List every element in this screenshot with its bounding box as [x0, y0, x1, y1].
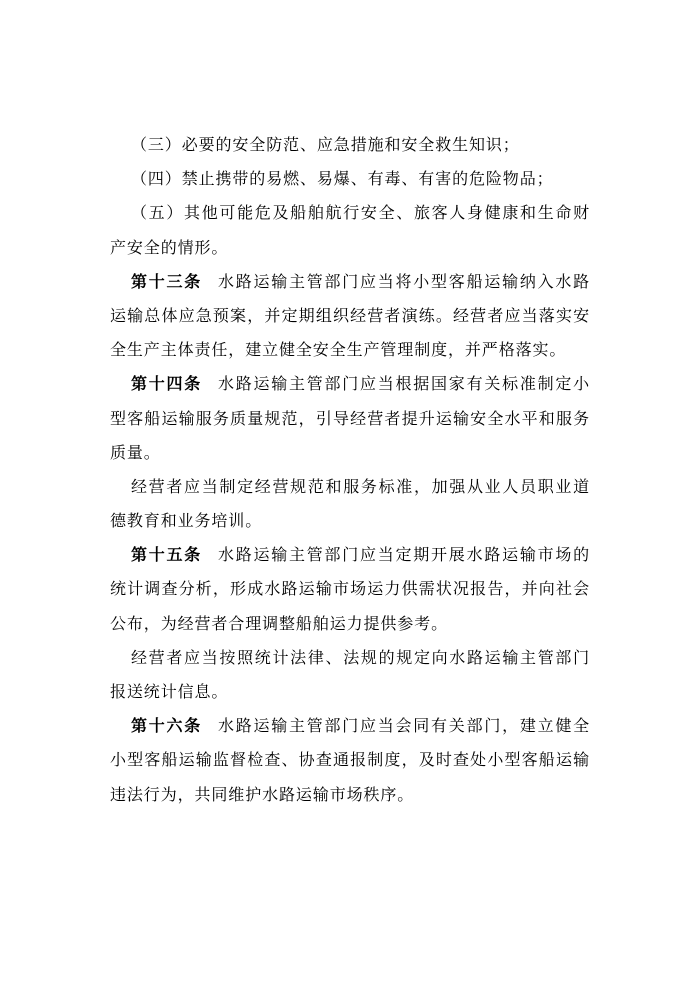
text-line: 违法行为，共同维护水路运输市场秩序。	[110, 784, 415, 804]
list-item-3	[110, 128, 590, 162]
article-text: 水路运输主管部门应当将小型客船运输纳入水路	[218, 271, 590, 291]
text-line: （三）必要的安全防范、应急措施和安全救生知识；	[131, 135, 520, 154]
text-line	[110, 367, 590, 401]
text-line: 运输总体应急预案，并定期组织经营者演练。经营者应当落实安	[110, 305, 590, 325]
text-line: 统计调查分析，形成水路运输市场运力供需状况报告，并向社会	[110, 579, 590, 599]
list-item-5	[110, 196, 590, 264]
text-line: （五）其他可能危及船舶航行安全、旅客人身健康和生命财	[131, 203, 590, 223]
document-body	[110, 128, 590, 812]
article-14	[110, 367, 590, 470]
article-label: 第十三条	[131, 271, 203, 291]
list-item-4	[110, 162, 590, 196]
text-line: 小型客船运输监督检查、协查通报制度，及时查处小型客船运输	[110, 750, 590, 770]
paragraph-operator-statistics	[110, 641, 590, 709]
text-line	[110, 538, 590, 572]
text-line: 经营者应当按照统计法律、法规的规定向水路运输主管部门	[131, 647, 590, 667]
text-line: （四）禁止携带的易燃、易爆、有毒、有害的危险物品；	[131, 169, 554, 189]
article-label: 第十四条	[131, 374, 203, 394]
text-line: 报送统计信息。	[110, 682, 229, 701]
text-line: 产安全的情形。	[110, 237, 229, 257]
article-text: 水路运输主管部门应当根据国家有关标准制定小	[218, 374, 590, 394]
article-15	[110, 538, 590, 641]
article-13	[110, 265, 590, 368]
article-16	[110, 709, 590, 812]
text-line: 型客船运输服务质量规范，引导经营者提升运输安全水平和服务	[110, 408, 590, 428]
text-line	[110, 265, 590, 299]
article-text: 水路运输主管部门应当会同有关部门，建立健全	[218, 716, 590, 736]
text-line: 经营者应当制定经营规范和服务标准，加强从业人员职业道	[131, 476, 590, 496]
text-line: 质量。	[110, 442, 161, 462]
text-line	[110, 709, 590, 743]
article-label: 第十六条	[131, 716, 203, 736]
text-line: 德教育和业务培训。	[110, 511, 263, 531]
article-label: 第十五条	[131, 545, 203, 565]
paragraph-operator-standards	[110, 470, 590, 538]
text-line: 全生产主体责任，建立健全安全生产管理制度，并严格落实。	[110, 340, 567, 360]
text-line: 公布，为经营者合理调整船舶运力提供参考。	[110, 613, 449, 633]
article-text: 水路运输主管部门应当定期开展水路运输市场的	[218, 545, 590, 565]
